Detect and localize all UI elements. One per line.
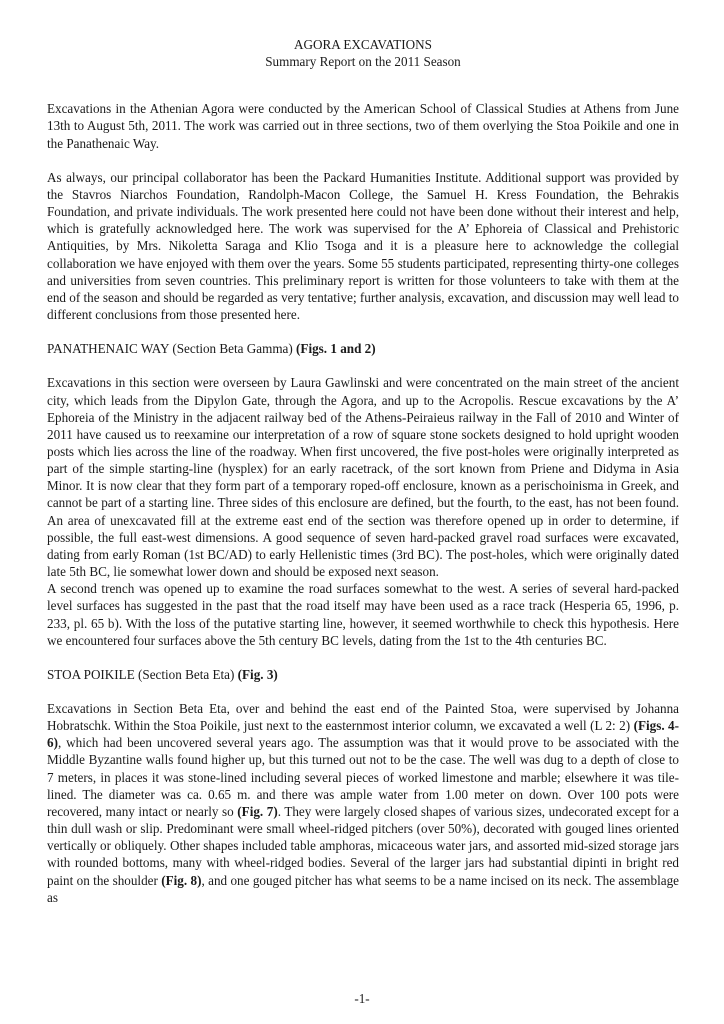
- panathenaic-paragraph-1: Excavations in this section were overseen by Laura Gawlinski and were concentrated on the main street of the ancient city, which leads from the Dipylon Gate, through the Agora, and up to the Acropolis. Rescue excavations by the A’ Ephoreia of the Ministry in the adjacent railway bed of the Athens-Peiraieus railway in the Fall of 2010 and Winter of 2011 have caused us to reexamine our interpretation of a row of square stone sockets designed to hold upright wooden posts which lies across the line of the roadway. When first uncovered, the five post-holes were originally interpreted as part of the simple starting-line (hysplex) for an early racetrack, of the sort known from Priene and Didyma in Asia Minor. It is now clear that they form part of a temporary roped-off enclosure, known as a perischoinisma in Greek, and cannot be part of a starting line. Three sides of this enclosure are defined, but the fourth, to the east, has not been found. An area of unexcavated fill at the extreme east end of the section was therefore opened up in order to determine, if possible, the full east-west dimensions. A good sequence of seven hard-packed gravel road surfaces were excavated, dating from early Roman (1st BC/AD) to early Hellenistic times (3rd BC). The post-holes, which were originally dated late 5th BC, lie somewhat lower down and should be exposed next season.: [47, 375, 679, 580]
- section-heading-panathenaic-way: [47, 340, 679, 357]
- figure-reference: (Fig. 3): [237, 666, 278, 682]
- section-heading-stoa-poikile: [47, 666, 679, 683]
- document-page: [47, 36, 679, 906]
- paragraph-text: Excavations in Section Beta Eta, over and behind the east end of the Painted Stoa, were supervised by Johanna Hobratschk. Within the Stoa Poikile, just next to the easternmost interior column, we excavated a well (L 2: 2): [47, 701, 679, 734]
- intro-paragraph-2: As always, our principal collaborator has been the Packard Humanities Institute. Additional support was provided by the Stavros Niarchos Foundation, Randolph-Macon College, the Samuel H. Kress Foundation, the Behrakis Foundation, and private individuals. The work presented here could not have been done without their interest and help, which is gratefully acknowledged here. The work was supervised for the A’ Ephoreia of Classical and Prehistoric Antiquities, by Mrs. Nikoletta Saraga and Klio Tsoga and it is a pleasure here to acknowledge the collegial collaboration we have enjoyed with them over the years. Some 55 students participated, representing thirty-one colleges and universities from seven countries. This preliminary report is written for those volunteers to take with them at the end of the season and should be regarded as very tentative; further analysis, excavation, and discussion may well lead to different conclusions from those presented here.: [47, 169, 679, 323]
- stoa-paragraph-1: [47, 700, 679, 906]
- report-title: AGORA EXCAVATIONS: [294, 37, 432, 52]
- figure-reference: (Figs. 4-6): [47, 718, 680, 751]
- page-number: -1-: [354, 991, 370, 1006]
- intro-paragraph-1: Excavations in the Athenian Agora were conducted by the American School of Classical Studies at Athens from June 13th to August 5th, 2011. The work was carried out in three sections, two of them overlying the Stoa Poikile and one in the Panathenaic Way.: [47, 101, 679, 151]
- section-heading-text: PANATHENAIC WAY (Section Beta Gamma): [47, 341, 297, 357]
- paragraph-text: . They were largely closed shapes of various sizes, undecorated except for a thin dull wash or slip. Predominant were small wheel-ridged pitchers (over 50%), decorated with gouged lines oriented vertically or obliquely. Other shapes included table amphoras, micaceous water jars, and assorted mid-sized storage jars with rounded bottoms, many with wheel-ridged bodies. Several of the larger jars had substantial dipinti in bright red paint on the shoulder: [47, 803, 679, 888]
- paragraph-text: , and one gouged pitcher has what seems to be a name incised on its neck. The assemblage as: [47, 872, 679, 905]
- figure-reference: (Figs. 1 and 2): [296, 341, 376, 357]
- report-subtitle: Summary Report on the 2011 Season: [265, 54, 461, 70]
- paragraph-text: , which had been uncovered several years ago. The assumption was that it would prove to be associated with the Middle Byzantine walls found higher up, but this turned out not to be the case. The well was dug to a depth of close to 7 meters, in places it was stone-lined including several pieces of worked limestone and marble; elsewhere it was tile-lined. The diameter was ca. 0.65 m. and there was ample water from 1.00 meter on down. Over 100 pots were recovered, many intact or nearly so: [47, 735, 679, 819]
- panathenaic-paragraph-2: A second trench was opened up to examine the road surfaces somewhat to the west. A series of several hard-packed level surfaces has suggested in the past that the road itself may have been used as a race track (Hesperia 65, 1996, p. 233, pl. 65 b). With the loss of the putative starting line, however, it seemed worthwhile to check this hypothesis. Here we encountered four surfaces above the 5th century BC levels, dating from the 1st to the 4th centuries BC.: [47, 581, 679, 648]
- figure-reference: (Fig. 8): [161, 872, 202, 888]
- figure-reference: (Fig. 7): [237, 803, 278, 819]
- section-heading-text: STOA POIKILE (Section Beta Eta): [47, 666, 238, 682]
